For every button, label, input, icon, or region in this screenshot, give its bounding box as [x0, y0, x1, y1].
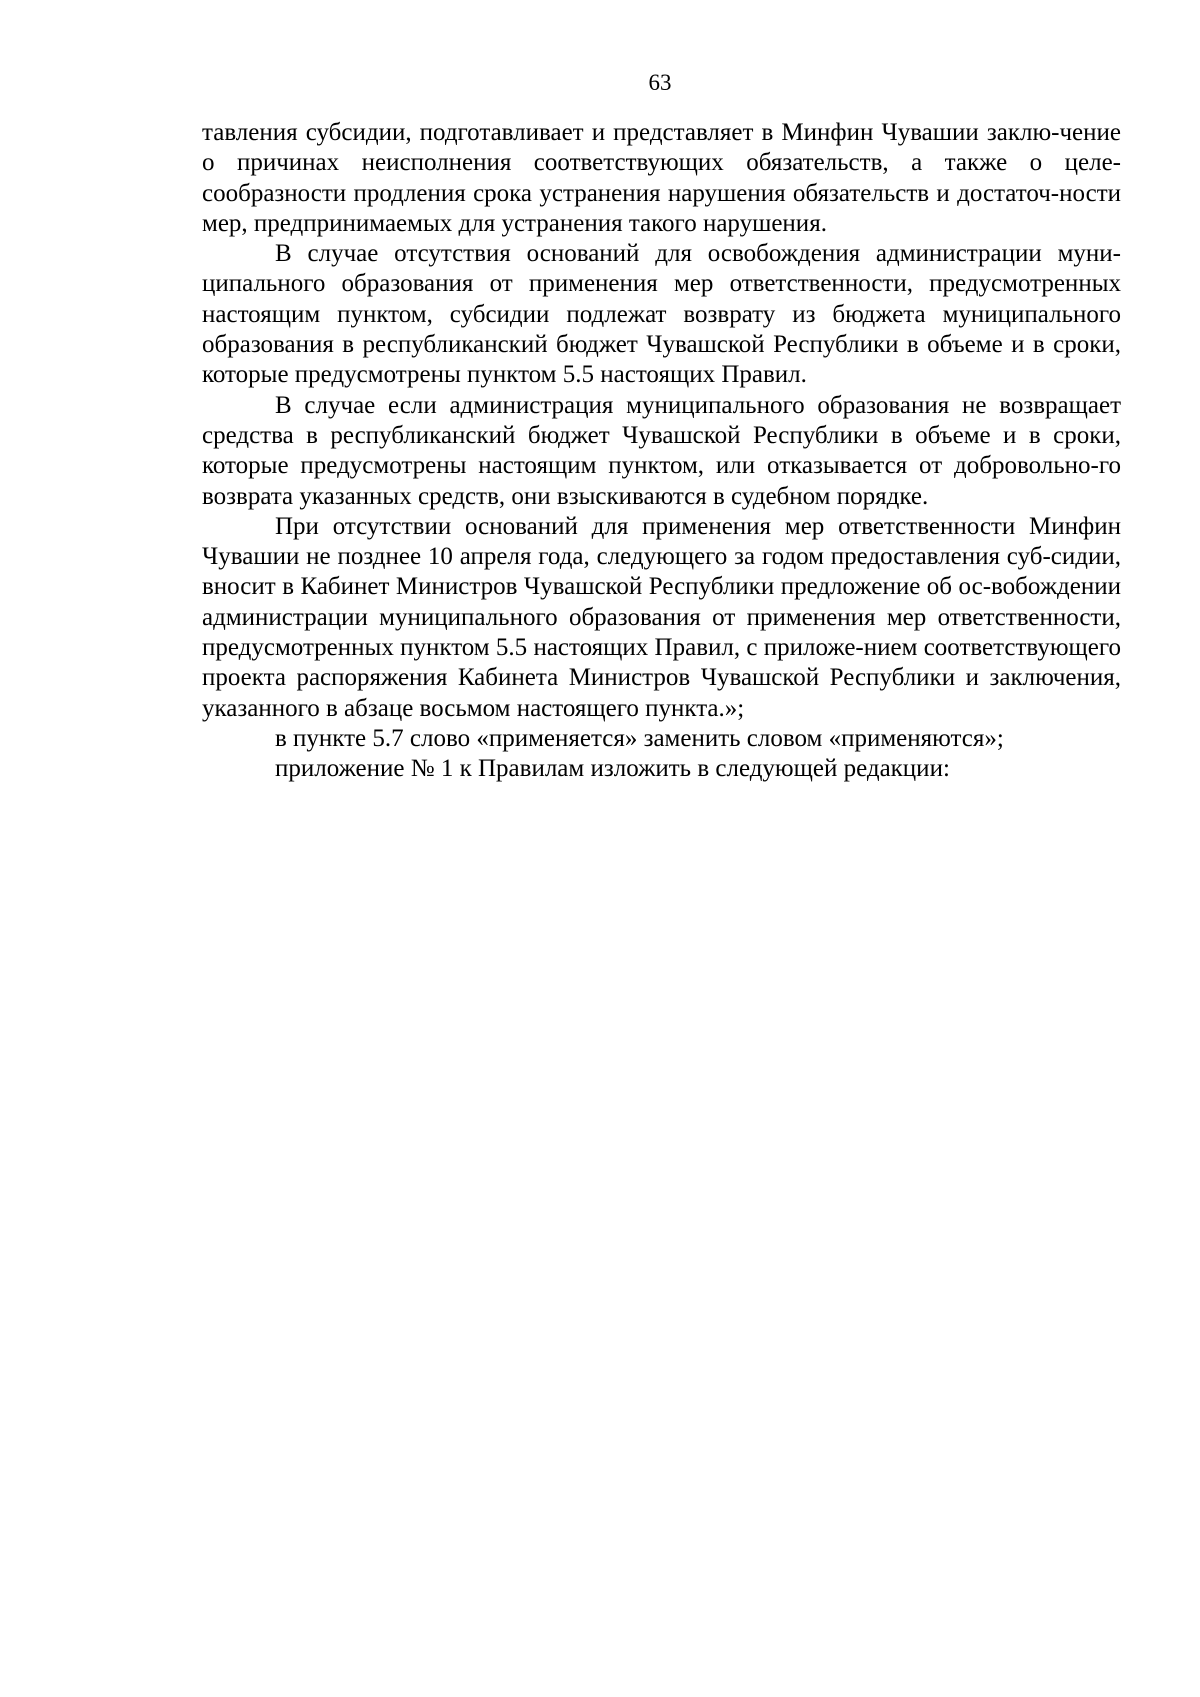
paragraph-5: в пункте 5.7 слово «применяется» заменить словом «применяются»;	[275, 724, 1004, 752]
paragraph-2: В случае отсутствия оснований для освобождения администрации муни-ципального образования от применения мер ответственности, предусмотренных настоящим пунктом, субсидии подлежат возврату из бюджета муниципального образования в республиканский бюджет Чувашской Республики в объеме и в сроки, которые предусмотрены пунктом 5.5 настоящих Правил.	[202, 240, 1121, 389]
paragraph-6: приложение № 1 к Правилам изложить в следующей редакции:	[275, 755, 950, 783]
paragraph-4: При отсутствии оснований для применения мер ответственности Минфин Чувашии не позднее 10 апреля года, следующего за годом предоставления суб-сидии, вносит в Кабинет Министров Чувашской Республики предложение об ос-вобождении администрации муниципального образования от применения мер ответственности, предусмотренных пунктом 5.5 настоящих Правил, с приложе-нием соответствующего проекта распоряжения Кабинета Министров Чувашской Республики и заключения, указанного в абзаце восьмом настоящего пункта.»;	[202, 512, 1121, 722]
paragraph-1: тавления субсидии, подготавливает и представляет в Минфин Чувашии заклю-чение о причинах неисполнения соответствующих обязательств, а также о целе-сообразности продления срока устранения нарушения обязательств и достаточ-ности мер, предпринимаемых для устранения такого нарушения.	[202, 119, 1121, 237]
paragraph-3: В случае если администрация муниципального образования не возвращает средства в республиканский бюджет Чувашской Республики в объеме и в сроки, которые предусмотрены настоящим пунктом, или отказывается от добровольно-го возврата указанных средств, они взыскиваются в судебном порядке.	[202, 391, 1121, 510]
page-number: 63	[648, 70, 672, 95]
document-body	[202, 118, 1121, 785]
